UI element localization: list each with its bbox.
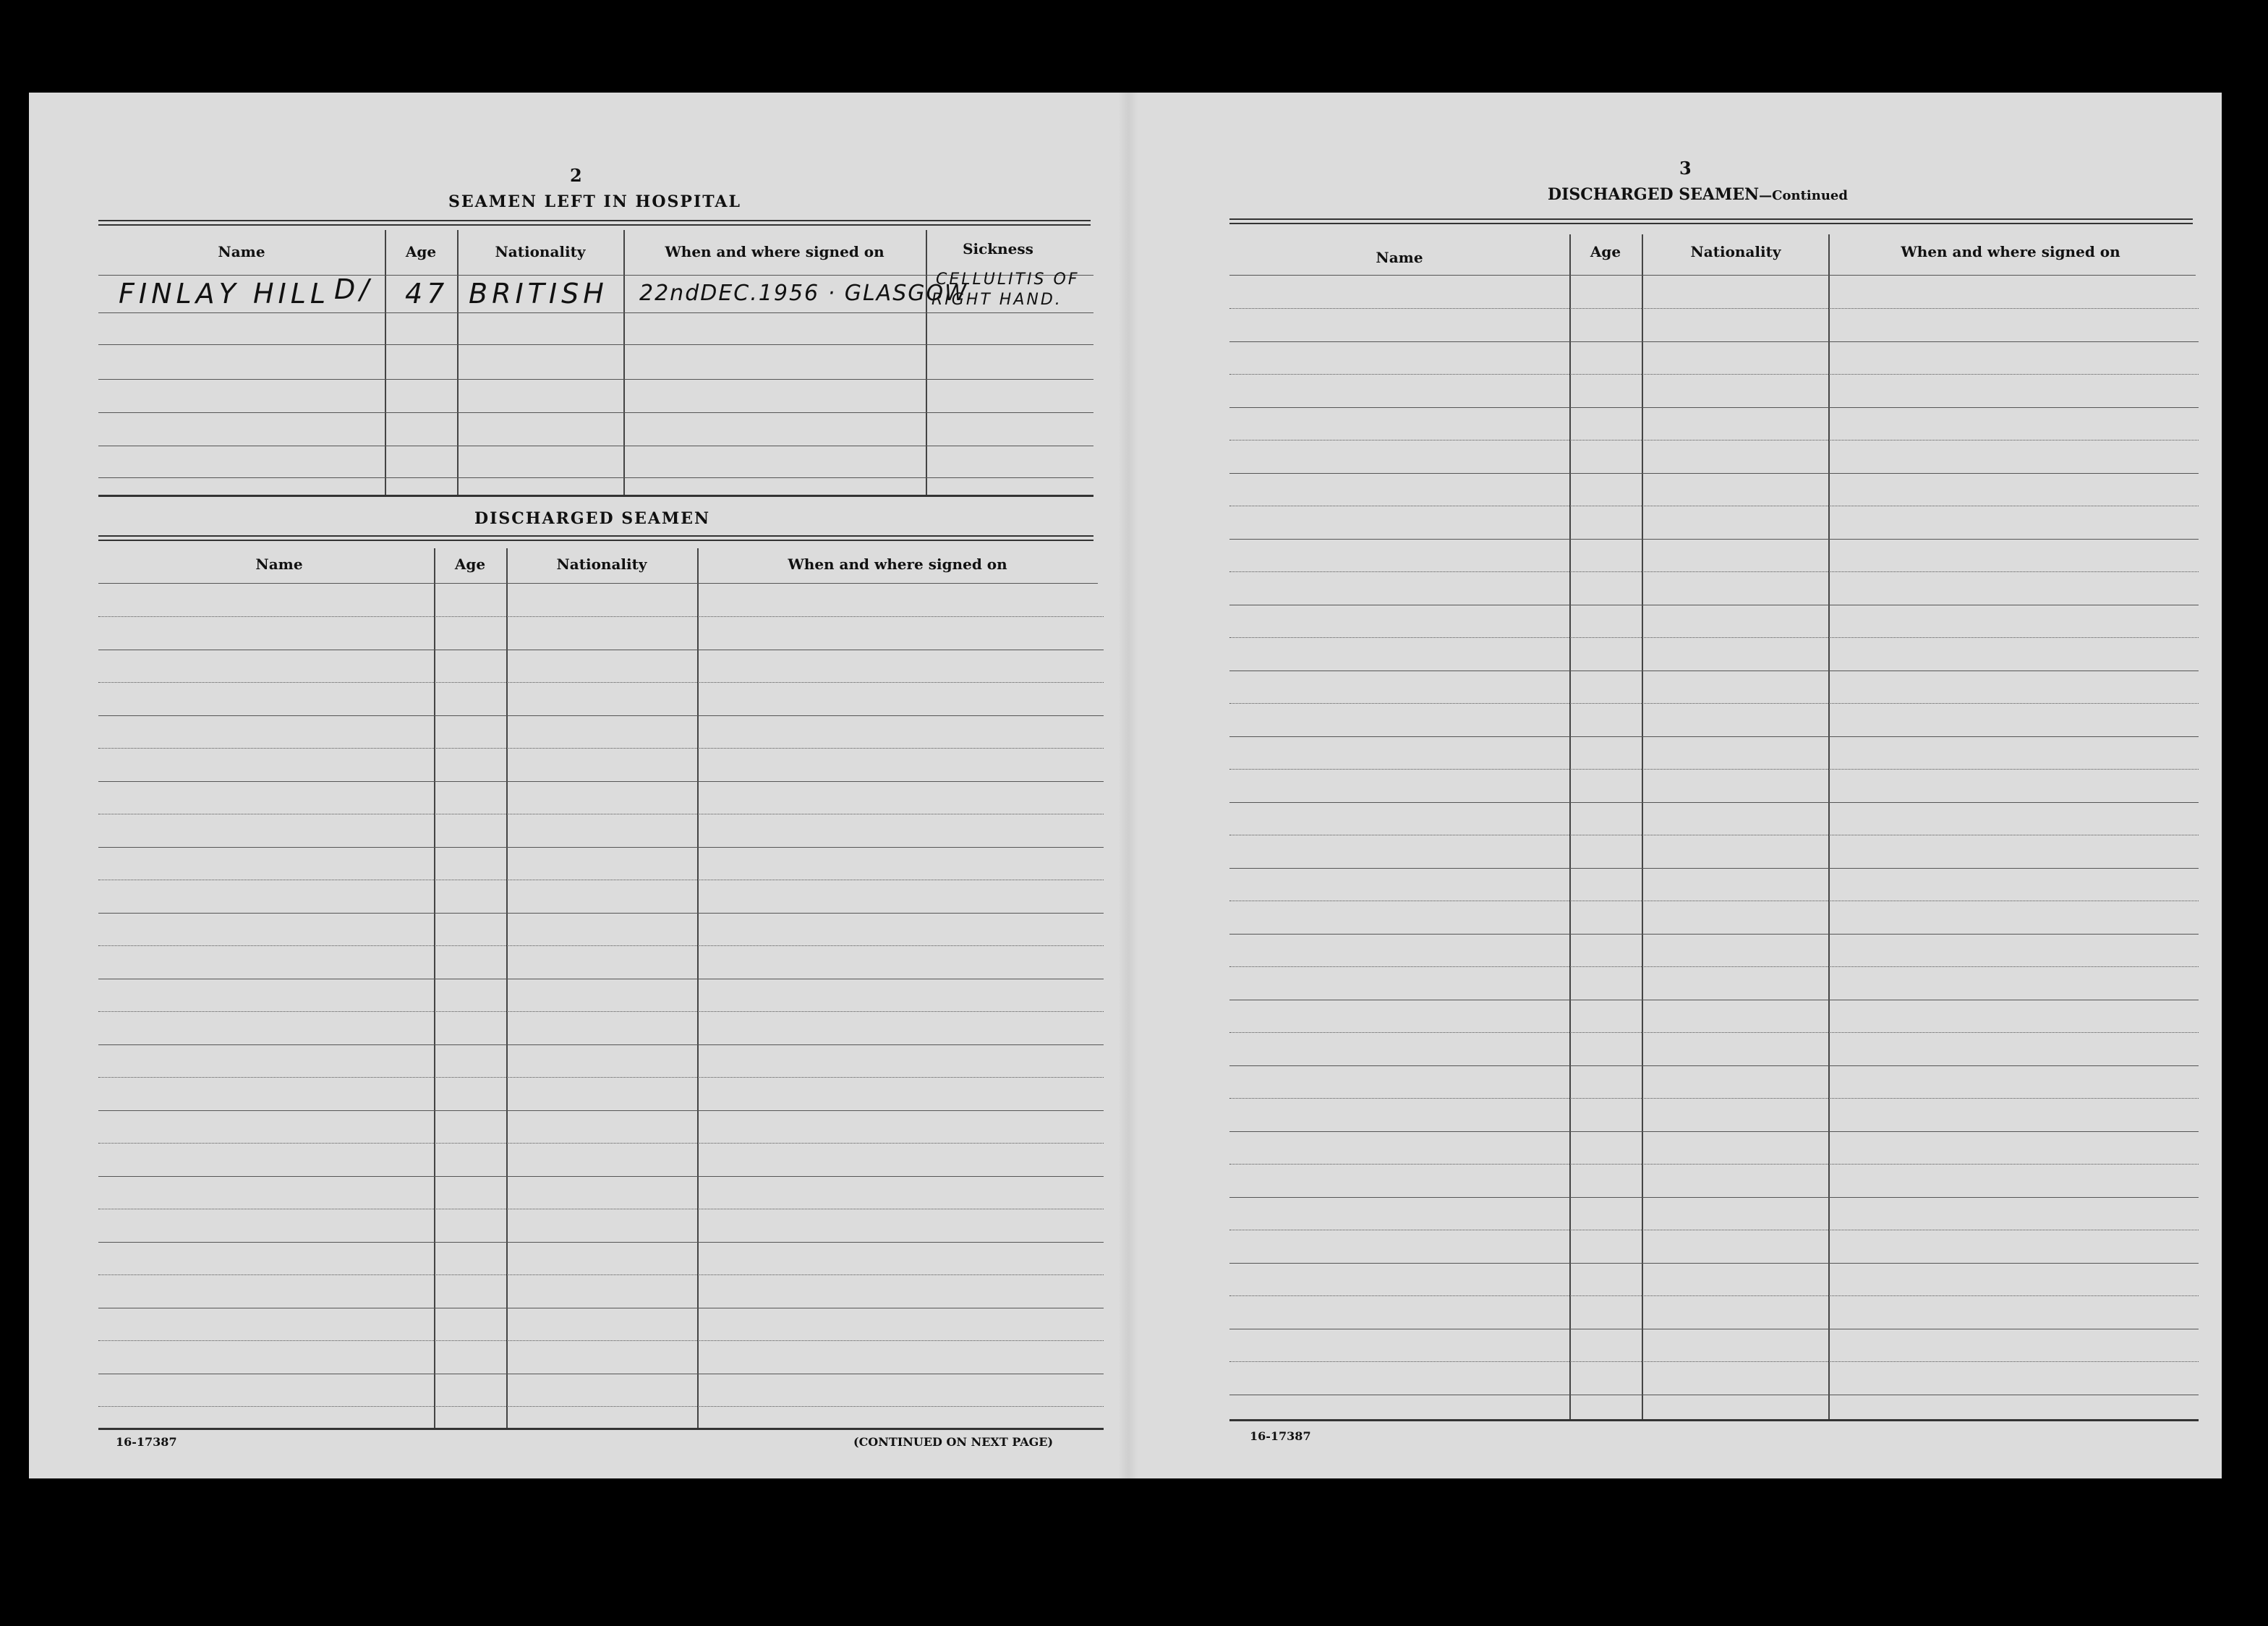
ledger-row-line — [98, 1143, 1104, 1144]
hospital-divider — [926, 230, 927, 495]
entry-age: 47 — [405, 278, 449, 310]
discharged-col-age: Age — [454, 556, 486, 573]
entry-nationality: BRITISH — [469, 278, 608, 310]
discharged-col-signed-on: When and where signed on — [788, 556, 1007, 573]
hospital-row-rule — [98, 344, 1094, 345]
discharged-col-name: Name — [255, 556, 303, 573]
ledger-row-line — [1229, 769, 2199, 770]
ledger-row-line — [1229, 736, 2199, 737]
ledger-row-line — [1229, 1295, 2199, 1296]
ledger-row-line — [98, 1406, 1104, 1407]
ledger-row-line — [98, 1077, 1104, 1078]
ledger-row-line — [1229, 407, 2199, 408]
hospital-row-rule — [98, 312, 1094, 313]
form-number: 16-17387 — [1250, 1429, 1311, 1443]
discharged-continued-title — [1548, 185, 1848, 204]
ledger-row-line — [1229, 539, 2199, 540]
ledger-row-line — [98, 748, 1104, 749]
right-col-nationality: Nationality — [1690, 243, 1781, 260]
entry-name: FINLAY HILL — [119, 278, 331, 310]
ledger-row-line — [98, 1110, 1104, 1111]
right-col-age: Age — [1590, 243, 1621, 260]
ledger-row-line — [98, 913, 1104, 914]
ledger-row-line — [98, 1274, 1104, 1275]
page-number: 3 — [1679, 158, 1692, 179]
ledger-row-line — [1229, 473, 2199, 474]
hospital-divider — [457, 230, 459, 495]
ledger-row-line — [1229, 341, 2199, 342]
discharged-divider — [434, 548, 435, 1429]
ledger-row-line — [1229, 1131, 2199, 1132]
ledger-row-line — [98, 945, 1104, 946]
entry-signed-on: 22ndDEC.1956 · GLASGOW — [639, 281, 968, 306]
ledger-row-line — [1229, 1065, 2199, 1066]
hospital-row-rule — [98, 477, 1094, 478]
discharged-top-rule — [98, 535, 1094, 541]
right-col-name: Name — [1376, 249, 1423, 266]
title-main: DISCHARGED SEAMEN — [1548, 185, 1760, 204]
ledger-row-line — [1229, 703, 2199, 704]
ledger-row-line — [1229, 868, 2199, 869]
form-number: 16-17387 — [116, 1435, 177, 1449]
discharged-divider — [506, 548, 508, 1429]
hospital-col-name: Name — [218, 243, 265, 260]
ledger-row-line — [98, 616, 1104, 617]
right-top-rule — [1229, 218, 2193, 224]
hospital-divider — [385, 230, 386, 495]
discharged-col-nationality: Nationality — [556, 556, 647, 573]
ledger-row-line — [98, 1242, 1104, 1243]
hospital-col-nationality: Nationality — [495, 243, 586, 260]
right-divider — [1569, 234, 1571, 1421]
right-header-rule — [1229, 275, 2196, 276]
hospital-section-title: SEAMEN LEFT IN HOSPITAL — [448, 192, 741, 211]
entry-discharge-mark: D/ — [334, 273, 374, 305]
entry-sickness-line2: RIGHT HAND. — [932, 291, 1062, 309]
right-divider — [1642, 234, 1643, 1421]
left-page — [29, 93, 1128, 1478]
section-divider-rule — [98, 495, 1094, 497]
ledger-row-line — [1229, 308, 2199, 309]
right-page — [1128, 93, 2222, 1478]
ledger-row-line — [1229, 1197, 2199, 1198]
hospital-col-signed-on: When and where signed on — [665, 243, 884, 260]
ledger-row-line — [98, 715, 1104, 716]
continued-note: (CONTINUED ON NEXT PAGE) — [853, 1435, 1054, 1449]
ledger-row-line — [1229, 1098, 2199, 1099]
hospital-col-age: Age — [405, 243, 437, 260]
ledger-row-line — [98, 682, 1104, 683]
discharged-divider — [697, 548, 699, 1429]
ledger-row-line — [1229, 1164, 2199, 1165]
ledger-row-line — [98, 1176, 1104, 1177]
ledger-row-line — [1229, 374, 2199, 375]
discharged-header-rule — [98, 583, 1098, 584]
ledger-row-line — [1229, 1263, 2199, 1264]
title-sub: —Continued — [1759, 188, 1848, 203]
ledger-row-line — [1229, 571, 2199, 572]
ledger-row-line — [1229, 1032, 2199, 1033]
ledger-row-line — [1229, 637, 2199, 638]
ledger-row-line — [98, 781, 1104, 782]
hospital-col-sickness: Sickness — [963, 240, 1033, 257]
ledger-row-line — [98, 1011, 1104, 1012]
discharged-bottom-rule — [98, 1428, 1104, 1430]
ledger-row-line — [1229, 1361, 2199, 1362]
ledger-row-line — [98, 847, 1104, 848]
hospital-row-rule — [98, 412, 1094, 413]
ledger-row-line — [98, 1340, 1104, 1341]
ledger-sheet — [29, 93, 2222, 1478]
ledger-row-line — [1229, 802, 2199, 803]
ledger-row-line — [1229, 934, 2199, 935]
hospital-divider — [623, 230, 625, 495]
discharged-section-title: DISCHARGED SEAMEN — [474, 509, 711, 528]
right-bottom-rule — [1229, 1419, 2199, 1421]
hospital-top-rule — [98, 220, 1091, 226]
hospital-row-rule — [98, 379, 1094, 380]
ledger-row-line — [98, 1044, 1104, 1045]
ledger-row-line — [1229, 966, 2199, 967]
entry-sickness-line1: CELLULITIS OF — [936, 271, 1080, 289]
right-col-signed-on: When and where signed on — [1901, 243, 2120, 260]
right-divider — [1828, 234, 1830, 1421]
page-number: 2 — [570, 165, 582, 186]
